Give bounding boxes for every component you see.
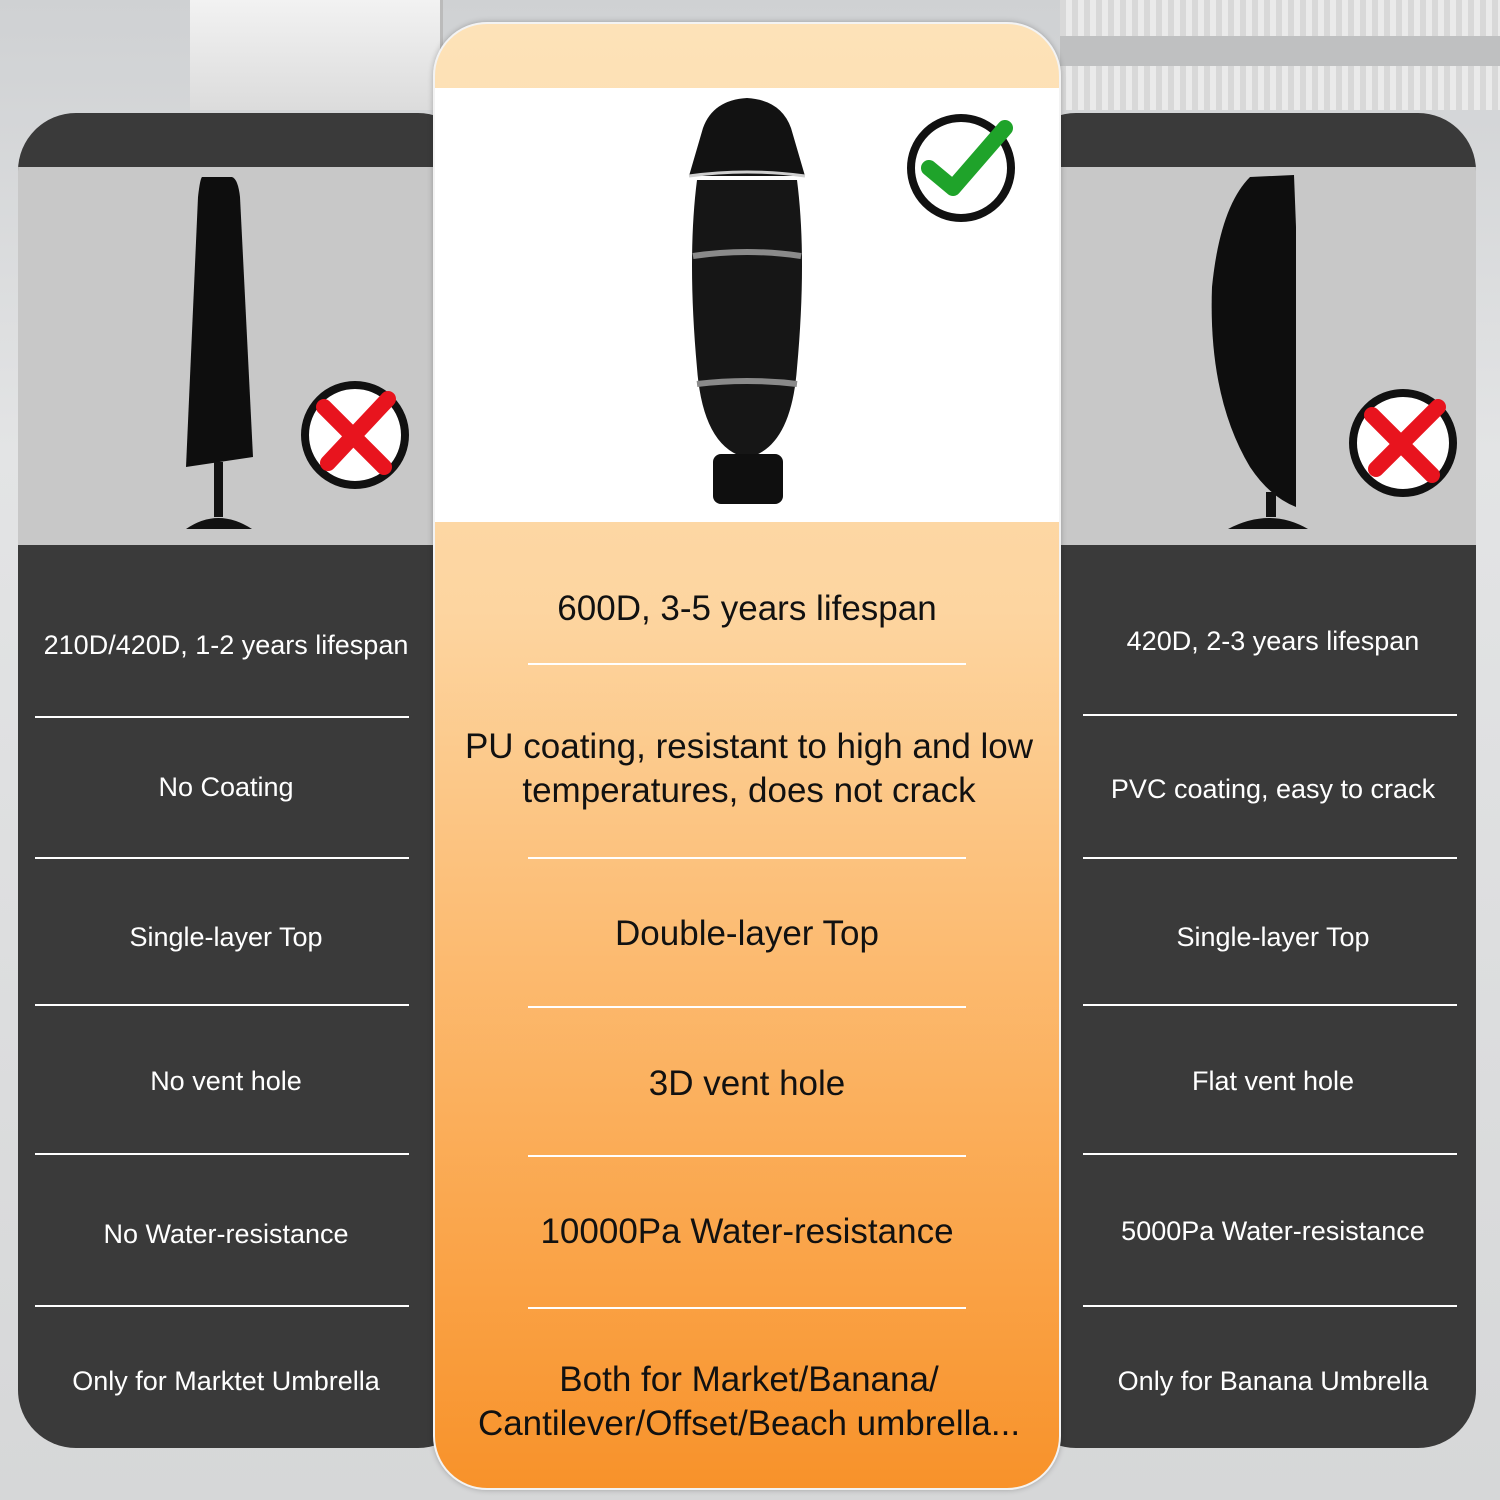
left-feature-compatibility: Only for Marktet Umbrella bbox=[72, 1366, 380, 1397]
left-product-image bbox=[18, 167, 433, 545]
right-feature-compatibility: Only for Banana Umbrella bbox=[1117, 1366, 1429, 1397]
background-shelf bbox=[1060, 36, 1500, 66]
right-feature-coating: PVC coating, easy to crack bbox=[1110, 774, 1436, 805]
right-feature-vent: Flat vent hole bbox=[1191, 1066, 1355, 1097]
center-feature-compatibility: Both for Market/Banana/ Cantilever/Offset/Beach umbrella... bbox=[477, 1360, 1021, 1443]
right-divider bbox=[1083, 1305, 1457, 1307]
right-divider bbox=[1083, 857, 1457, 859]
center-product-image bbox=[435, 88, 1059, 522]
left-feature-coating: No Coating bbox=[158, 772, 294, 803]
right-divider bbox=[1083, 714, 1457, 716]
left-divider bbox=[35, 857, 409, 859]
umbrella-cover-product-graphic bbox=[689, 98, 805, 504]
straight-umbrella-cover-graphic bbox=[186, 177, 253, 529]
left-divider bbox=[35, 716, 409, 718]
red-cross-icon bbox=[305, 385, 405, 485]
left-divider bbox=[35, 1004, 409, 1006]
right-divider bbox=[1083, 1004, 1457, 1006]
banana-umbrella-cover-graphic bbox=[1212, 175, 1308, 529]
right-feature-top: Single-layer Top bbox=[1176, 922, 1370, 953]
center-divider bbox=[528, 1155, 966, 1157]
right-feature-water: 5000Pa Water-resistance bbox=[1121, 1216, 1425, 1247]
left-feature-water: No Water-resistance bbox=[103, 1219, 349, 1250]
left-divider bbox=[35, 1153, 409, 1155]
center-divider bbox=[528, 857, 966, 859]
center-feature-water: 10000Pa Water-resistance bbox=[540, 1212, 954, 1252]
center-comparison-panel bbox=[433, 22, 1061, 1490]
center-feature-lifespan: 600D, 3-5 years lifespan bbox=[557, 589, 937, 629]
background-window bbox=[190, 0, 443, 110]
center-divider bbox=[528, 1006, 966, 1008]
green-check-icon bbox=[911, 118, 1011, 218]
center-feature-top: Double-layer Top bbox=[615, 914, 879, 954]
red-cross-icon bbox=[1353, 393, 1453, 493]
right-comparison-panel bbox=[1018, 113, 1476, 1448]
left-feature-top: Single-layer Top bbox=[129, 922, 323, 953]
center-feature-vent: 3D vent hole bbox=[648, 1064, 846, 1104]
right-product-image bbox=[1060, 167, 1476, 545]
left-divider bbox=[35, 1305, 409, 1307]
center-divider bbox=[528, 1307, 966, 1309]
right-divider bbox=[1083, 1153, 1457, 1155]
left-comparison-panel bbox=[18, 113, 476, 1448]
center-divider bbox=[528, 663, 966, 665]
center-feature-coating: PU coating, resistant to high and low temperatures, does not crack bbox=[464, 727, 1034, 810]
right-feature-lifespan: 420D, 2-3 years lifespan bbox=[1126, 626, 1420, 657]
left-feature-vent: No vent hole bbox=[150, 1066, 302, 1097]
left-feature-lifespan: 210D/420D, 1-2 years lifespan bbox=[43, 630, 409, 661]
